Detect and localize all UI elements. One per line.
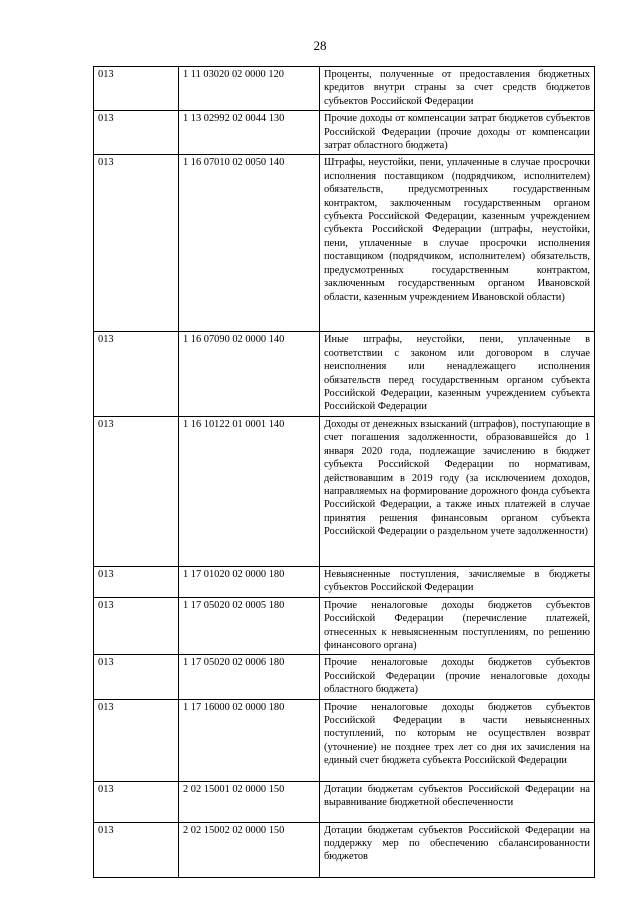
table-row — [94, 597, 595, 655]
budget-code-cell: 2 02 15001 02 0000 150 — [179, 781, 320, 822]
income-name-cell: Невыясненные поступления, зачисляемые в бюджеты субъектов Российской Федерации — [320, 566, 595, 597]
admin-code-cell: 013 — [94, 416, 179, 566]
budget-code-cell: 1 17 05020 02 0006 180 — [179, 655, 320, 699]
admin-code-cell: 013 — [94, 332, 179, 416]
budget-classification-table — [93, 66, 595, 878]
table-row — [94, 655, 595, 699]
table-row — [94, 155, 595, 332]
budget-code-cell: 1 16 07010 02 0050 140 — [179, 155, 320, 332]
table-row — [94, 822, 595, 877]
table-row — [94, 416, 595, 566]
income-name-cell: Дотации бюджетам субъектов Российской Федерации на поддержку мер по обеспечению сбалансированности бюджетов — [320, 822, 595, 877]
budget-code-cell: 1 13 02992 02 0044 130 — [179, 111, 320, 155]
budget-code-cell: 1 17 01020 02 0000 180 — [179, 566, 320, 597]
admin-code-cell: 013 — [94, 822, 179, 877]
income-name-cell: Прочие неналоговые доходы бюджетов субъектов Российской Федерации в части невыясненных поступлений, по которым не осуществлен возврат (уточнение) не позднее трех лет со дня их зачисления на единый счет бюджета субъекта Российской Федерации — [320, 699, 595, 781]
admin-code-cell: 013 — [94, 67, 179, 111]
admin-code-cell: 013 — [94, 155, 179, 332]
table-row — [94, 699, 595, 781]
income-name-cell: Доходы от денежных взысканий (штрафов), поступающие в счет погашения задолженности, образовавшейся до 1 января 2020 года, подлежащие зачислению в бюджет субъекта Российской Федерации по нормативам, действовавшим в 2019 году (за исключением доходов, направляемых на формирование дорожного фонда субъекта Российской Федерации, а также иных платежей в случае принятия решения финансовым органом субъекта Российской Федерации о раздельном учете задолженности) — [320, 416, 595, 566]
table-row — [94, 781, 595, 822]
budget-code-cell: 1 16 10122 01 0001 140 — [179, 416, 320, 566]
admin-code-cell: 013 — [94, 699, 179, 781]
income-name-cell: Проценты, полученные от предоставления бюджетных кредитов внутри страны за счет средств бюджетов субъектов Российской Федерации — [320, 67, 595, 111]
income-name-cell: Иные штрафы, неустойки, пени, уплаченные в соответствии с законом или договором в случае неисполнения или ненадлежащего исполнения обязательств перед государственным органом субъекта Российской Федерации, казенным учреждением субъекта Российской Федерации — [320, 332, 595, 416]
income-name-cell: Прочие доходы от компенсации затрат бюджетов субъектов Российской Федерации (прочие доходы от компенсации затрат областного бюджета) — [320, 111, 595, 155]
income-name-cell: Штрафы, неустойки, пени, уплаченные в случае просрочки исполнения поставщиком (подрядчиком, исполнителем) обязательств, предусмотренных государственным контрактом, заключенным государственным органом субъекта Российской Федерации, казенным учреждением субъекта Российской Федерации (штрафы, неустойки, пени, уплаченные в случае просрочки исполнения поставщиком (подрядчиком, исполнителем) обязательств, предусмотренных государственным контрактом, заключенным государственным органом Ивановской области, казенным учреждением Ивановской области) — [320, 155, 595, 332]
budget-code-cell: 1 17 16000 02 0000 180 — [179, 699, 320, 781]
budget-code-cell: 1 16 07090 02 0000 140 — [179, 332, 320, 416]
admin-code-cell: 013 — [94, 597, 179, 655]
budget-code-cell: 2 02 15002 02 0000 150 — [179, 822, 320, 877]
table-row — [94, 332, 595, 416]
admin-code-cell: 013 — [94, 655, 179, 699]
admin-code-cell: 013 — [94, 111, 179, 155]
table-row — [94, 566, 595, 597]
table-row — [94, 111, 595, 155]
budget-code-cell: 1 17 05020 02 0005 180 — [179, 597, 320, 655]
page-number: 28 — [313, 38, 327, 53]
table-row — [94, 67, 595, 111]
budget-code-cell: 1 11 03020 02 0000 120 — [179, 67, 320, 111]
admin-code-cell: 013 — [94, 781, 179, 822]
income-name-cell: Прочие неналоговые доходы бюджетов субъектов Российской Федерации (перечисление платежей, отнесенных к невыясненным поступлениям, по решению финансового органа) — [320, 597, 595, 655]
income-name-cell: Дотации бюджетам субъектов Российской Федерации на выравнивание бюджетной обеспеченности — [320, 781, 595, 822]
income-name-cell: Прочие неналоговые доходы бюджетов субъектов Российской Федерации (прочие неналоговые доходы областного бюджета) — [320, 655, 595, 699]
admin-code-cell: 013 — [94, 566, 179, 597]
